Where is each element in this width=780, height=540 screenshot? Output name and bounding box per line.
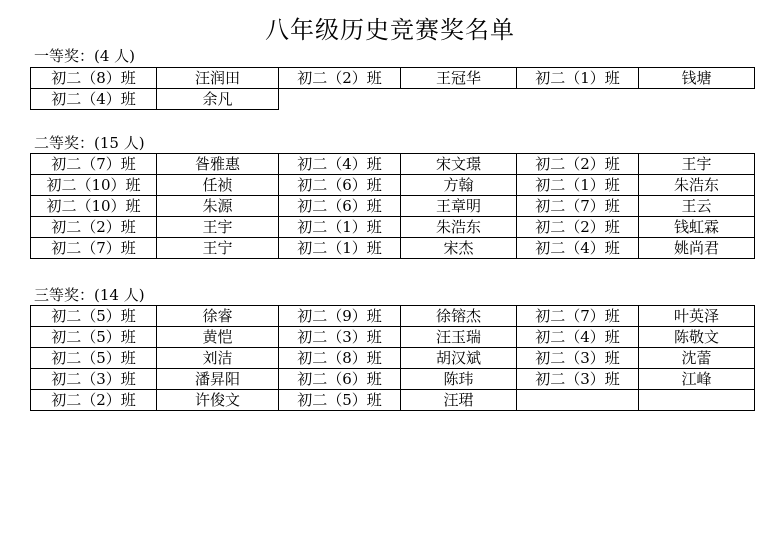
class-cell: 初二（5）班 — [31, 327, 157, 348]
table-row — [31, 369, 755, 390]
student-name-cell: 徐睿 — [157, 306, 279, 327]
class-cell: 初二（5）班 — [31, 306, 157, 327]
class-cell: 初二（6）班 — [279, 196, 401, 217]
student-name-cell: 王云 — [639, 196, 755, 217]
student-name-cell: 刘洁 — [157, 348, 279, 369]
student-name-cell: 黄恺 — [157, 327, 279, 348]
section-heading-second-prize: 二等奖：(15 人) — [34, 134, 145, 152]
class-cell: 初二（5）班 — [279, 390, 401, 411]
section-heading-first-prize: 一等奖：(4 人) — [34, 47, 136, 65]
class-cell: 初二（7）班 — [31, 238, 157, 259]
student-name-cell: 钱塘 — [639, 68, 755, 89]
student-name-cell: 任祯 — [157, 175, 279, 196]
class-cell: 初二（9）班 — [279, 306, 401, 327]
student-name-cell: 余凡 — [157, 89, 279, 110]
table-row — [31, 196, 755, 217]
class-cell: 初二（8）班 — [31, 68, 157, 89]
empty-cell — [517, 89, 639, 110]
student-name-cell: 朱浩东 — [401, 217, 517, 238]
table-row — [31, 68, 755, 89]
student-name-cell: 陈敬文 — [639, 327, 755, 348]
student-name-cell: 王宇 — [157, 217, 279, 238]
table-row — [31, 217, 755, 238]
student-name-cell: 陈玮 — [401, 369, 517, 390]
class-cell: 初二（4）班 — [517, 327, 639, 348]
student-name-cell: 宋杰 — [401, 238, 517, 259]
class-cell: 初二（10）班 — [31, 175, 157, 196]
table-row — [31, 327, 755, 348]
student-name-cell: 许俊文 — [157, 390, 279, 411]
page-title: 八年级历史竞赛奖名单 — [265, 16, 515, 44]
student-name-cell: 江峰 — [639, 369, 755, 390]
class-cell: 初二（1）班 — [279, 238, 401, 259]
student-name-cell: 王冠华 — [401, 68, 517, 89]
student-name-cell: 汪珺 — [401, 390, 517, 411]
class-cell: 初二（2）班 — [279, 68, 401, 89]
third-prize-table — [30, 305, 755, 411]
student-name-cell: 王宁 — [157, 238, 279, 259]
class-cell: 初二（6）班 — [279, 369, 401, 390]
student-name-cell: 姚尚君 — [639, 238, 755, 259]
table-row — [31, 175, 755, 196]
section-heading-third-prize: 三等奖：(14 人) — [34, 286, 145, 304]
class-cell: 初二（4）班 — [517, 238, 639, 259]
student-name-cell: 王宇 — [639, 154, 755, 175]
class-cell: 初二（10）班 — [31, 196, 157, 217]
class-cell: 初二（3）班 — [517, 348, 639, 369]
class-cell: 初二（2）班 — [517, 154, 639, 175]
student-name-cell: 昝雅惠 — [157, 154, 279, 175]
table-row — [31, 390, 755, 411]
class-cell: 初二（2）班 — [31, 390, 157, 411]
student-name-cell: 王章明 — [401, 196, 517, 217]
class-cell: 初二（8）班 — [279, 348, 401, 369]
table-row — [31, 154, 755, 175]
second-prize-table — [30, 153, 755, 259]
class-cell: 初二（6）班 — [279, 175, 401, 196]
student-name-cell: 沈蕾 — [639, 348, 755, 369]
table-row — [31, 89, 755, 110]
student-name-cell: 宋文璟 — [401, 154, 517, 175]
student-name-cell: 钱虹霖 — [639, 217, 755, 238]
class-cell: 初二（2）班 — [31, 217, 157, 238]
class-cell: 初二（1）班 — [517, 175, 639, 196]
student-name-cell: 徐镕杰 — [401, 306, 517, 327]
student-name-cell: 潘昇阳 — [157, 369, 279, 390]
student-name-cell: 胡汉斌 — [401, 348, 517, 369]
empty-cell — [639, 89, 755, 110]
class-cell: 初二（7）班 — [517, 196, 639, 217]
class-cell: 初二（3）班 — [517, 369, 639, 390]
student-name-cell: 汪玉瑞 — [401, 327, 517, 348]
class-cell: 初二（1）班 — [517, 68, 639, 89]
class-cell: 初二（1）班 — [279, 217, 401, 238]
class-cell: 初二（4）班 — [31, 89, 157, 110]
empty-cell — [279, 89, 401, 110]
class-cell: 初二（7）班 — [517, 306, 639, 327]
first-prize-table — [30, 67, 755, 110]
student-name-cell: 朱源 — [157, 196, 279, 217]
student-name-cell: 汪润田 — [157, 68, 279, 89]
empty-cell — [517, 390, 639, 411]
student-name-cell: 方翰 — [401, 175, 517, 196]
class-cell: 初二（5）班 — [31, 348, 157, 369]
student-name-cell: 叶英泽 — [639, 306, 755, 327]
class-cell: 初二（3）班 — [31, 369, 157, 390]
empty-cell — [401, 89, 517, 110]
class-cell: 初二（3）班 — [279, 327, 401, 348]
empty-cell — [639, 390, 755, 411]
student-name-cell: 朱浩东 — [639, 175, 755, 196]
class-cell: 初二（2）班 — [517, 217, 639, 238]
table-row — [31, 238, 755, 259]
class-cell: 初二（7）班 — [31, 154, 157, 175]
class-cell: 初二（4）班 — [279, 154, 401, 175]
table-row — [31, 348, 755, 369]
table-row — [31, 306, 755, 327]
